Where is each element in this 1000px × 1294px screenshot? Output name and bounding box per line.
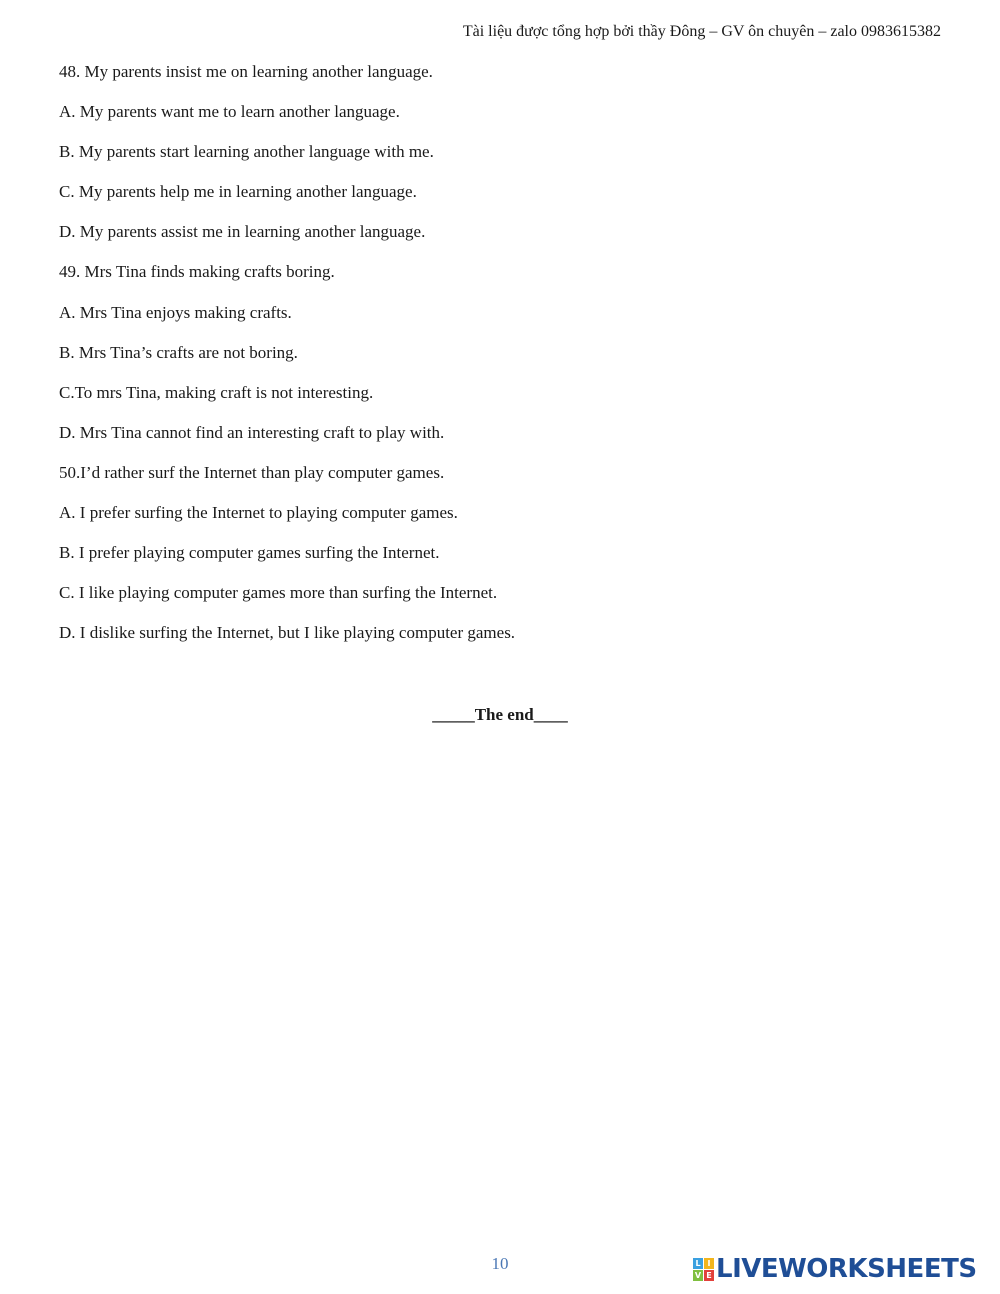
question-prompt: 50.I’d rather surf the Internet than play computer games. xyxy=(59,462,445,482)
logo-mark-icon xyxy=(693,1258,714,1281)
answer-option: D. I dislike surfing the Internet, but I like playing computer games. xyxy=(59,623,516,643)
question-prompt: 48. My parents insist me on learning another language. xyxy=(59,62,433,81)
answer-option: D. My parents assist me in learning another language. xyxy=(59,222,426,242)
liveworksheets-logo[interactable] xyxy=(693,1254,977,1284)
question-prompt: 49. Mrs Tina finds making crafts boring. xyxy=(59,262,335,282)
answer-option: D. Mrs Tina cannot find an interesting craft to play with. xyxy=(59,422,445,442)
answer-option: B. My parents start learning another language with me. xyxy=(59,142,434,162)
answer-option: A. Mrs Tina enjoys making crafts. xyxy=(59,302,292,322)
logo-square: E xyxy=(704,1270,714,1281)
logo-square: I xyxy=(704,1258,714,1269)
logo-square: L xyxy=(693,1258,703,1269)
page-number: 10 xyxy=(491,1254,509,1273)
worksheet-content xyxy=(59,62,939,663)
answer-option: C.To mrs Tina, making craft is not interesting. xyxy=(59,382,374,402)
answer-option: A. I prefer surfing the Internet to playing computer games. xyxy=(59,503,458,523)
the-end-marker: _____The end____ xyxy=(432,705,568,724)
question-50 xyxy=(59,463,939,643)
answer-option: A. My parents want me to learn another language. xyxy=(59,102,400,122)
question-49 xyxy=(59,262,939,442)
answer-option: C. I like playing computer games more than surfing the Internet. xyxy=(59,583,498,603)
page-header: Tài liệu được tổng hợp bởi thầy Đông – GV ôn chuyên – zalo 0983615382 xyxy=(462,23,941,40)
logo-square: V xyxy=(694,1270,702,1280)
question-48 xyxy=(59,62,939,242)
answer-option: C. My parents help me in learning another language. xyxy=(59,182,417,202)
answer-option: B. I prefer playing computer games surfing the Internet. xyxy=(59,543,440,563)
answer-option: B. Mrs Tina’s crafts are not boring. xyxy=(59,342,298,362)
logo-text: LIVEWORKSHEETS xyxy=(716,1254,977,1284)
